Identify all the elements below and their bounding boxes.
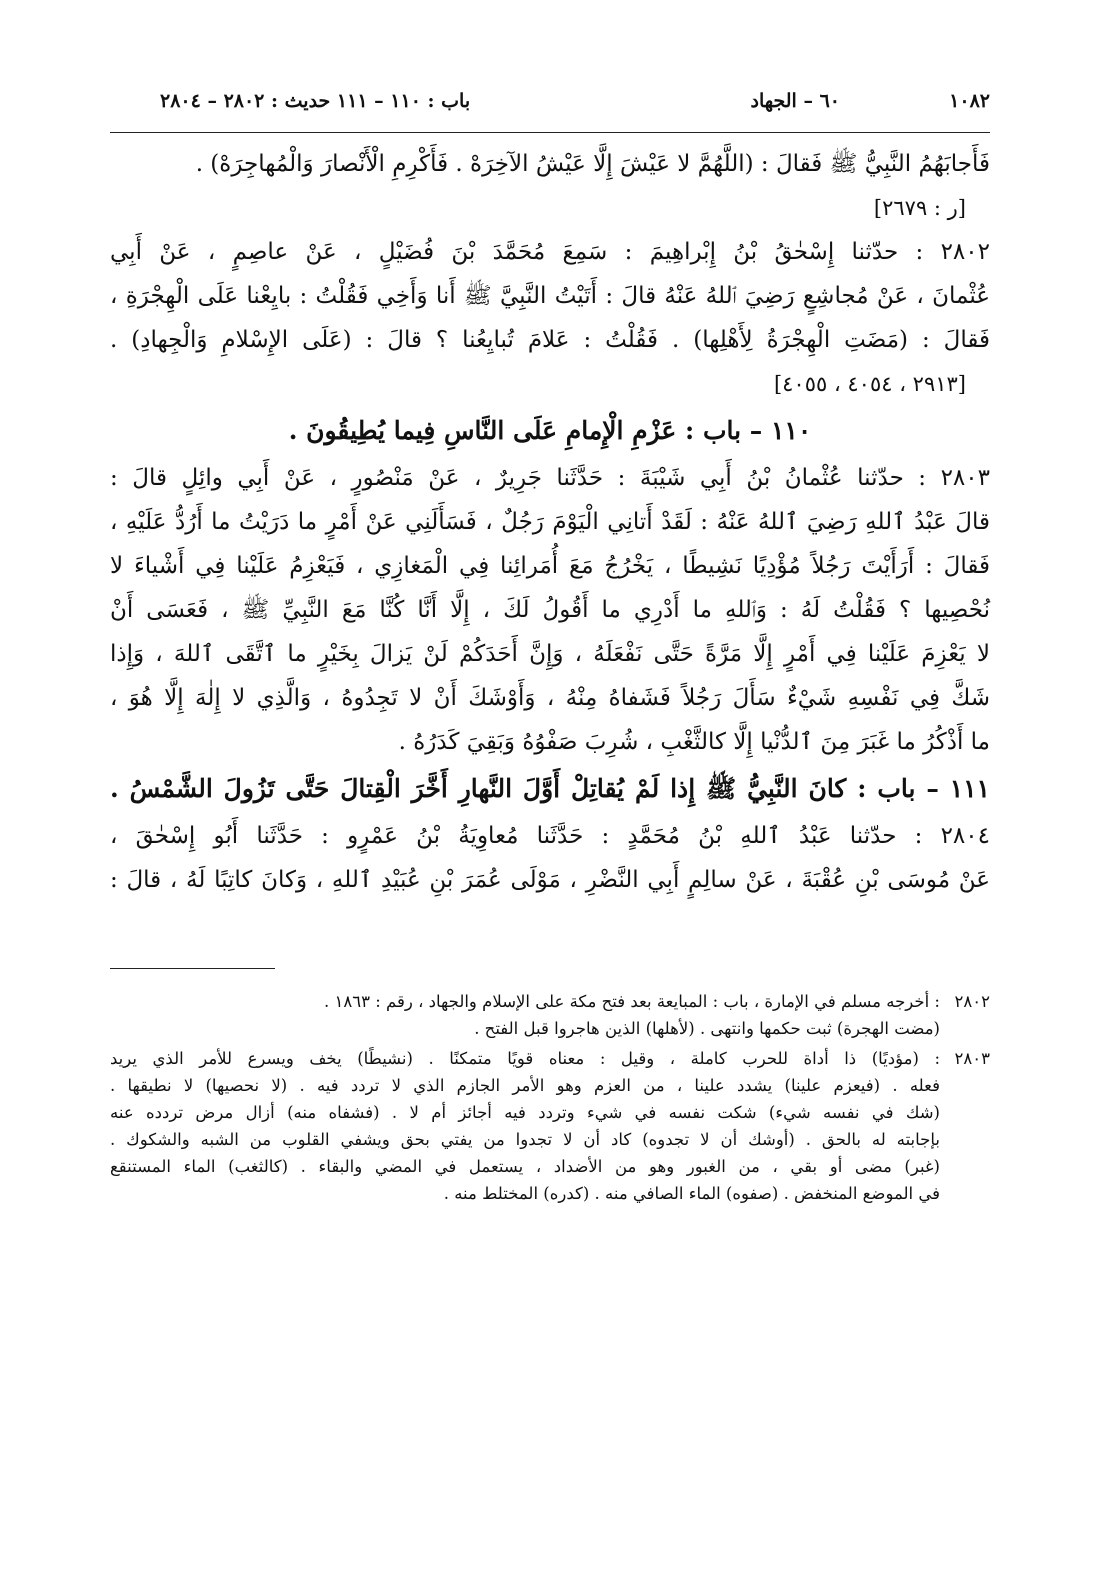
hadith-2802-line: عُثْمانَ ، عَنْ مُجاشِعٍ رَضِيَ ٱللهُ عَنْهُ قالَ : أَتَيْتُ النَّبِيَّ ﷺ أَنا وَأَخِي فَقُلْتُ : بايِعْنا عَلَى الْهِجْرَةِ ، bbox=[110, 283, 990, 309]
footnote-line: (غبر) مضى أو بقي ، من الغبور وهو من الأضداد ، يستعمل في المضي والبقاء . (كالثغب) الماء المستنقع bbox=[110, 1157, 940, 1176]
hadith-2803-line: ما أَذْكُرُ ما غَبَرَ مِنَ ٱلدُّنْيا إِلَّا كالثَّغْبِ ، شُرِبَ صَفْوُهُ وَبَقِيَ كَدَرُهُ . bbox=[398, 729, 990, 755]
footnote-2802 bbox=[110, 988, 990, 1042]
hadith-2802-line: فَقالَ : (مَضَتِ الْهِجْرَةُ لِأَهْلِها) . فَقُلْتُ : عَلامَ تُبايِعُنا ؟ قالَ : (عَلَى الإِسْلامِ وَالْجِهادِ) . bbox=[110, 327, 990, 353]
hadith-2802-line: ٢٨٠٢ : حدّثنا إِسْحٰقُ بْنُ إِبْراهِيمَ : سَمِعَ مُحَمَّدَ بْنَ فُضَيْلٍ ، عَنْ عاصِمٍ ، عَنْ أَبِي bbox=[110, 239, 990, 265]
header-divider bbox=[110, 132, 990, 133]
footnote-line: (مضت الهجرة) ثبت حكمها وانتهى . (لأهلها) الذين هاجروا قبل الفتح . bbox=[474, 1019, 940, 1038]
hadith-2803-line: نُحْصِيها ؟ فَقُلْتُ لَهُ : وَٱللهِ ما أَدْرِي ما أَقُولُ لَكَ ، إِلَّا أَنَّا كُنَّا مَعَ النَّبِيِّ ﷺ ، فَعَسَى أَنْ bbox=[110, 597, 990, 623]
footnote-divider bbox=[110, 968, 275, 969]
footnote-line: (شك في نفسه شيء) شكت نفسه في شيء وتردد فيه أجائز أم لا . (فشفاه منه) أزال مرض تردده عنه bbox=[110, 1103, 940, 1122]
hadith-reference: باب : ١١٠ – ١١١ حديث : ٢٨٠٢ – ٢٨٠٤ bbox=[160, 90, 471, 112]
hadith-2803-line: ٢٨٠٣ : حدّثنا عُثْمانُ بْنُ أَبِي شَيْبَةَ : حَدَّثَنا جَرِيرٌ ، عَنْ مَنْصُورٍ ، عَنْ أَبِي وائِلٍ قالَ : bbox=[110, 465, 990, 491]
cross-reference: [ر : ٢٦٧٩] bbox=[873, 196, 966, 220]
footnotes bbox=[110, 988, 990, 1207]
footnote-number: ٢٨٠٣ bbox=[954, 1049, 990, 1068]
chapter-heading-110: ١١٠ – باب : عَزْمِ الْإِمامِ عَلَى النَّاسِ فِيما يُطِيقُونَ . bbox=[288, 416, 812, 445]
page-number: ١٠٨٢ bbox=[949, 90, 990, 112]
hadith-2803-line: لا يَعْزِمَ عَلَيْنا فِي أَمْرٍ إِلَّا مَرَّةً حَتَّى نَفْعَلَهُ ، وَإِنَّ أَحَدَكُمْ لَنْ يَزالَ بِخَيْرٍ ما ٱتَّقَى ٱللهَ ، وَإِذا bbox=[110, 641, 990, 667]
hadith-2803-line: قالَ عَبْدُ ٱللهِ رَضِيَ ٱللهُ عَنْهُ : لَقَدْ أَتانِي الْيَوْمَ رَجُلٌ ، فَسَأَلَنِي عَنْ أَمْرٍ ما دَرَيْتُ ما أَرُدُّ عَلَيْهِ ، bbox=[110, 509, 990, 535]
text-line: فَأَجابَهُمُ النَّبِيُّ ﷺ فَقالَ : (اللَّهُمَّ لا عَيْشَ إِلَّا عَيْشُ الآخِرَهْ . فَأَكْرِمِ الْأَنْصارَ وَالْمُهاجِرَهْ) . bbox=[195, 151, 990, 177]
main-text bbox=[110, 142, 990, 902]
footnote-line: : أخرجه مسلم في الإمارة ، باب : المبايعة بعد فتح مكة على الإسلام والجهاد ، رقم : ١٨٦٣ . bbox=[324, 992, 940, 1011]
page-header bbox=[110, 90, 990, 126]
chapter-heading-111: ١١١ – باب : كانَ النَّبِيُّ ﷺ إِذا لَمْ يُقاتِلْ أَوَّلَ النَّهارِ أَخَّرَ الْقِتالَ حَتَّى تَزُولَ الشَّمْسُ . bbox=[110, 774, 990, 803]
footnote-2803 bbox=[110, 1045, 990, 1207]
footnote-line: في الموضع المنخفض . (صفوه) الماء الصافي منه . (كدره) المختلط منه . bbox=[443, 1184, 940, 1203]
hadith-2804-line: ٢٨٠٤ : حدّثنا عَبْدُ ٱللهِ بْنُ مُحَمَّدٍ : حَدَّثَنا مُعاوِيَةُ بْنُ عَمْرٍو : حَدَّثَنا أَبُو إِسْحٰقَ ، bbox=[110, 823, 990, 849]
footnote-number: ٢٨٠٢ bbox=[954, 992, 990, 1011]
footnote-line: بإجابته له بالحق . (أوشك أن لا تجدوه) كاد أن لا تجدوا من يفتي بحق ويشفي القلوب من الشبه والشكوك . bbox=[110, 1130, 940, 1149]
footnote-line: فعله . (فيعزم علينا) يشدد علينا ، من العزم وهو الأمر الجازم الذي لا تردد فيه . (لا نحصيها) لا نطيقها . bbox=[110, 1076, 940, 1095]
footnote-line: : (مؤديًا) ذا أداة للحرب كاملة ، وقيل : معناه قويًا متمكنًا . (نشيطًا) يخف ويسرع للأمر الذي يريد bbox=[110, 1049, 940, 1068]
hadith-2803-line: فَقالَ : أَرَأَيْتَ رَجُلاً مُؤْدِيًا نَشِيطًا ، يَخْرُجُ مَعَ أُمَرائِنا فِي الْمَغازِي ، فَيَعْزِمُ عَلَيْنا فِي أَشْياءَ لا bbox=[110, 553, 990, 579]
hadith-2804-line: عَنْ مُوسَى بْنِ عُقْبَةَ ، عَنْ سالِمٍ أَبِي النَّضْرِ ، مَوْلَى عُمَرَ بْنِ عُبَيْدِ ٱللهِ ، وَكانَ كاتِبًا لَهُ ، قالَ : bbox=[110, 867, 990, 893]
hadith-2803-line: شَكَّ فِي نَفْسِهِ شَيْءٌ سَأَلَ رَجُلاً فَشَفاهُ مِنْهُ ، وَأَوْشَكَ أَنْ لا تَجِدُوهُ ، وَالَّذِي لا إِلٰهَ إِلَّا هُوَ ، bbox=[110, 685, 990, 711]
cross-reference: [٢٩١٣ ، ٤٠٥٤ ، ٤٠٥٥] bbox=[773, 372, 966, 396]
chapter-title: ٦٠ – الجهاد bbox=[750, 90, 840, 112]
